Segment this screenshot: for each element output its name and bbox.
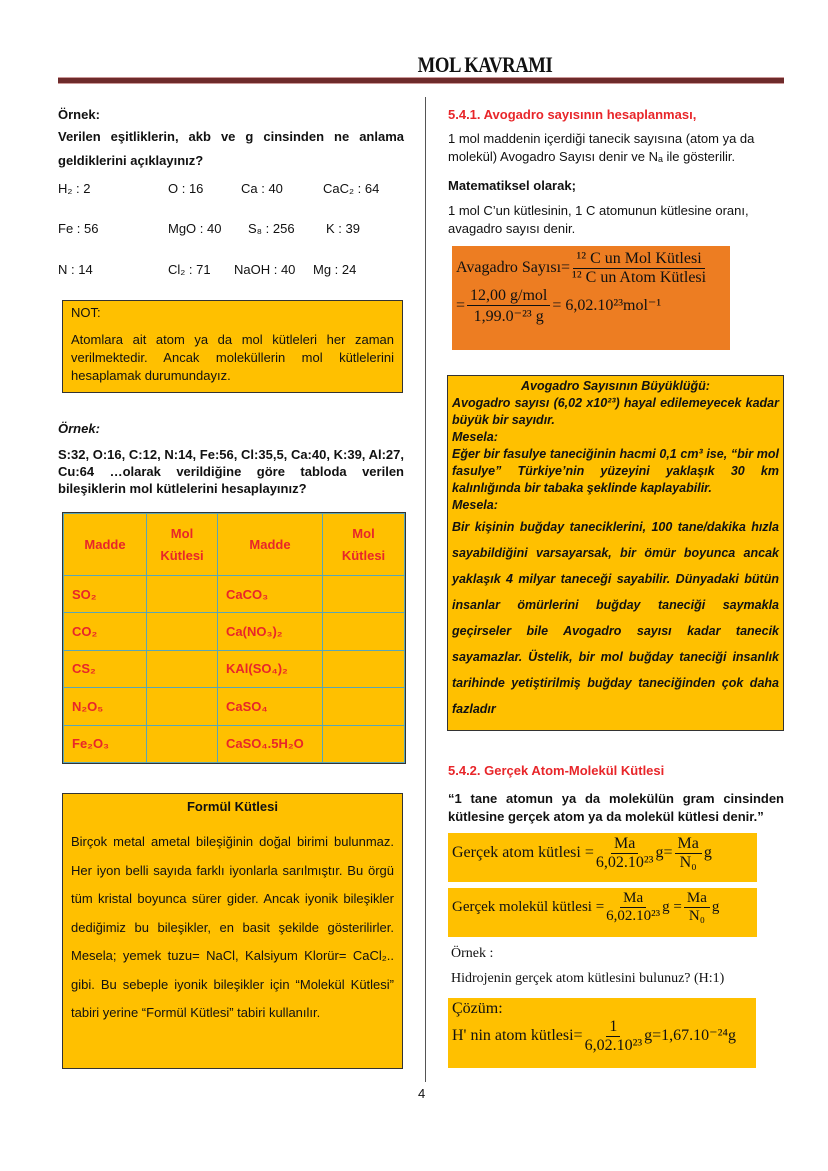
example-label: Örnek: [58,107,100,122]
eq-denominator: 6,02.10²³ [584,1037,643,1054]
eq-numerator: 12,00 g/mol [467,287,550,306]
box-p1: Avogadro sayısı (6,02 x10²³) hayal edilemeyecek kadar büyük bir sayıdır. [452,396,779,427]
answer-cell[interactable] [323,576,405,613]
eq-lhs: Gerçek molekül kütlesi = [452,898,605,915]
answer-cell[interactable] [323,725,405,762]
box-mesela: Mesela: [452,498,498,512]
math-label: Matematiksel olarak; [448,178,576,193]
compound-cell: CaSO₄ [218,688,323,725]
eq-denominator: N₀ [688,908,705,924]
header-madde: Madde [218,514,323,576]
given-value: Fe : 56 [58,221,99,236]
box-mesela: Mesela: [452,430,498,444]
eq-denominator: 6,02.10²³ [606,908,661,924]
eq-denominator: N₀ [679,854,697,871]
section-541-heading: 5.4.1. Avogadro sayısının hesaplanması, [448,107,697,122]
eq-unit: g [711,898,720,915]
real-molecule-mass-equation [448,888,757,937]
solution-lhs: H' nin atom kütlesi= [452,1027,583,1045]
eq-lhs: Gerçek atom kütlesi = [452,844,594,862]
section-542-quote: “1 tane atomun ya da molekülün gram cinsinden kütlesine gerçek atom ya da molekül kütlesi denir.” [448,791,784,824]
compound-cell: Fe₂O₃ [64,725,147,762]
solution-box [448,998,756,1068]
compound-cell: SO₂ [64,576,147,613]
page-number: 4 [418,1086,426,1101]
note-box [62,300,403,393]
avogadro-magnitude-box [447,375,784,731]
header-madde: Madde [64,514,147,576]
box-title: Avogadro Sayısının Büyüklüğü: [521,379,710,393]
real-atom-mass-equation [448,833,757,882]
header-mol-kutlesi: Mol Kütlesi [147,514,218,576]
eq-result: = 6,02.10²³mol⁻¹ [552,297,662,315]
given-value: S₈ : 256 [248,221,295,236]
table-row [64,576,405,613]
example3-question: Hidrojenin gerçek atom kütlesini bulunuz? (H:1) [451,971,725,986]
formula-mass-box [62,793,403,1069]
table-row [64,613,405,650]
box-p3: Bir kişinin buğday taneciklerini, 100 tane/dakika hızla sayabildiğini varsayarsak, bir ömür boyunca ancak yaklaşık 4 milyar taneceği sayabilir. Dünyadaki bütün insanlar ömürlerini buğday taneciği saymakla geçirseler bile Avogadro sayısı kadar tanecik sayamazlar. Üstelik, bir mol buğday taneciği insanlık tarihinde yetiştirilmiş buğday taneciğinden çok daha fazladır [452,520,779,716]
answer-cell[interactable] [147,725,218,762]
compound-cell: CS₂ [64,650,147,687]
answer-cell[interactable] [323,688,405,725]
solution-label: Çözüm: [452,1000,503,1017]
example3-label: Örnek : [451,946,494,961]
answer-cell[interactable] [323,613,405,650]
compound-cell: CO₂ [64,613,147,650]
section-541-p1: 1 mol maddenin içerdiği tanecik sayısına (atom ya da molekül) Avogadro Sayısı denir ve Nₐ ile gösterilir. [448,131,755,164]
example2-label: Örnek: [58,421,100,436]
given-value: CaC₂ : 64 [323,181,380,196]
note-text: Atomlara ait atom ya da mol kütleleri her zaman verilmektedir. Ancak moleküllerin mol kütlelerini hesaplamak durumundayız. [71,332,394,383]
eq-lhs: Avagadro Sayısı= [456,259,571,277]
given-value: H₂ : 2 [58,181,91,196]
eq-denominator: ¹² C un Atom Kütlesi [572,269,707,286]
avogadro-equation-box: Avagadro Sayısı= $\frac{\text{¹² C un Mol Kütlesi}}{\text{¹² C un Atom Kütlesi}}$ = $\frac{\text{12,00 g/mol}}{\text{1,99.0⁻²³ g}}$ = 6,02.10²³mol⁻¹ [452,246,730,350]
given-value: O : 16 [168,181,204,196]
answer-cell[interactable] [147,576,218,613]
example2-text: S:32, O:16, C:12, N:14, Fe:56, Cl:35,5, Ca:40, K:39, Al:27, Cu:64 …olarak verildiğine göre tabloda verilen bileşiklerin mol kütlelerini hesaplayınız? [58,447,404,496]
given-value: N : 14 [58,262,93,277]
section-541-p2: 1 mol C’un kütlesinin, 1 C atomunun kütlesine oranı, avagadro sayısı denir. [448,203,749,236]
header-mol-kutlesi: Mol Kütlesi [323,514,405,576]
compound-cell: CaCO₃ [218,576,323,613]
given-value: Mg : 24 [313,262,357,277]
molar-mass-table [62,512,406,764]
table-row [64,688,405,725]
answer-cell[interactable] [323,650,405,687]
box-p2: Eğer bir fasulye taneciğinin hacmi 0,1 cm³ ise, “bir mol fasulye” Türkiye’nin yüzeyini yaklaşık 30 km kalınlığında bir tabaka şeklinde kaplayabilir. [452,447,779,495]
answer-cell[interactable] [147,688,218,725]
eq-mid: g = [662,898,682,915]
header-rule [58,77,784,84]
answer-cell[interactable] [147,613,218,650]
page-title: MOL KAVRAMI [417,52,553,77]
eq-numerator: Ma [675,835,702,854]
formula-box-text: Birçok metal ametal bileşiğinin doğal birimi bulunmaz. Her iyon belli sayıda farklı iyonlarla sarılmıştır. Bu örgü tüm kristal boyunca sürer gider. Ancak iyonik bileşikler dediğimiz bu bileşikler, en basit şekilde gösterilirler. Mesela; yemek tuzu= NaCl, Kalsiyum Klorür= CaCl₂.. gibi. Bu sebeple iyonik bileşikler için “Molekül Kütlesi” tabiri yerine “Formül Kütlesi” tabiri kullanılır. [71,834,394,1020]
solution-result: g=1,67.10⁻²⁴g [644,1027,736,1045]
compound-cell: Ca(NO₃)₂ [218,613,323,650]
answer-cell[interactable] [147,650,218,687]
eq-denominator: 1,99.0⁻²³ g [473,308,544,325]
given-value: MgO : 40 [168,221,222,236]
eq-numerator: Ma [611,835,638,854]
given-value: NaOH : 40 [234,262,296,277]
eq-numerator: Ma [684,890,710,908]
compound-cell: KAl(SO₄)₂ [218,650,323,687]
example-question-2: geldiklerini açıklayınız? [58,153,204,168]
note-label: NOT: [71,305,101,320]
formula-box-title: Formül Kütlesi [186,799,278,814]
given-value: Cl₂ : 71 [168,262,211,277]
section-542-heading: 5.4.2. Gerçek Atom-Molekül Kütlesi [448,763,665,778]
eq-numerator: 1 [606,1018,620,1037]
compound-cell: N₂O₅ [64,688,147,725]
eq-mid: g= [655,844,673,862]
given-value: Ca : 40 [241,181,283,196]
eq-numerator: Ma [620,890,646,908]
eq-denominator: 6,02.10²³ [595,854,654,871]
eq-numerator: ¹² C un Mol Kütlesi [573,250,704,269]
table-row [64,725,405,762]
eq-unit: g [703,844,712,862]
example-question: Verilen eşitliklerin, akb ve g cinsinden ne anlama [58,129,404,144]
given-value: K : 39 [326,221,360,236]
column-divider [425,97,426,1082]
compound-cell: CaSO₄.5H₂O [218,725,323,762]
table-row [64,650,405,687]
